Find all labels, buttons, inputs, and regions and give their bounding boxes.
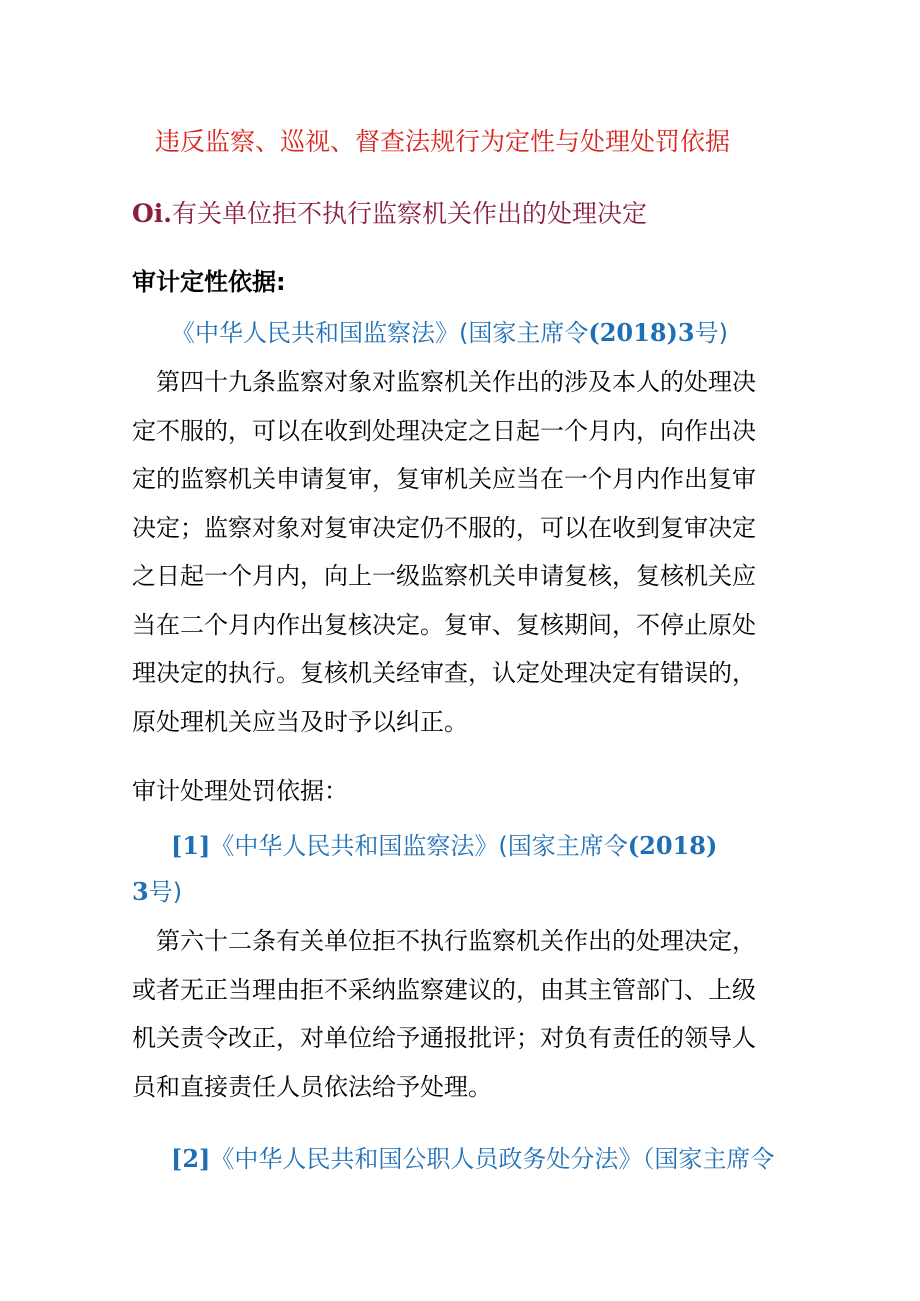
paragraph-line: 决定；监察对象对复审决定仍不服的，可以在收到复审决定 xyxy=(132,513,756,542)
qualification-law-suffix: 号) xyxy=(694,319,728,347)
qualification-article-paragraph xyxy=(132,358,782,746)
reference-law-name: 《中华人民共和国公职人员政务处分法》（国家主席令 xyxy=(210,1145,775,1173)
paragraph-line: 员和直接责任人员依法给予处理。 xyxy=(132,1072,492,1101)
reference-index: [1] xyxy=(171,831,211,860)
paragraph-line: 定的监察机关申请复审，复审机关应当在一个月内作出复审 xyxy=(132,465,756,493)
paragraph-line: 定不服的，可以在收到处理决定之日起一个月内，向作出决 xyxy=(132,416,756,445)
qualification-law-reference xyxy=(171,310,728,356)
paragraph-line: 原处理机关应当及时予以纠正。 xyxy=(132,707,468,736)
paragraph-line: 或者无正当理由拒不采纳监察建议的，由其主管部门、上级 xyxy=(132,975,756,1004)
section-number: Oi. xyxy=(132,199,172,228)
qualification-law-name: 《中华人民共和国监察法》(国家主席令 xyxy=(171,319,589,347)
penalty-article-paragraph xyxy=(132,917,782,1111)
document-title: 违反监察、巡视、督查法规行为定性与处理处罚依据 xyxy=(155,127,731,156)
paragraph-line: 机关责令改正，对单位给予通报批评；对负有责任的领导人 xyxy=(132,1024,756,1052)
reference-law-year: (2018) xyxy=(627,831,718,860)
penalty-law-reference-1 xyxy=(171,823,717,869)
section-heading-text: 有关单位拒不执行监察机关作出的处理决定 xyxy=(171,199,647,228)
paragraph-line: 第六十二条有关单位拒不执行监察机关作出的处理决定， xyxy=(156,927,756,955)
paragraph-line: 之日起一个月内，向上一级监察机关申请复核，复核机关应 xyxy=(132,562,756,590)
reference-law-name: 《中华人民共和国监察法》(国家主席令 xyxy=(210,832,628,860)
paragraph-line: 理决定的执行。复核机关经审查，认定处理决定有错误的， xyxy=(132,659,756,687)
paragraph-line: 当在二个月内作出复核决定。复审、复核期间，不停止原处 xyxy=(132,610,756,639)
section-heading xyxy=(132,194,872,234)
paragraph-line: 第四十九条监察对象对监察机关作出的涉及本人的处理决 xyxy=(156,368,756,396)
penalty-law-reference-2 xyxy=(171,1136,774,1182)
qualification-law-year: (2018)3 xyxy=(588,318,695,347)
penalty-label: 审计处理处罚依据： xyxy=(132,777,348,805)
reference-law-number: 3 xyxy=(132,877,149,906)
reference-index: [2] xyxy=(171,1144,211,1173)
penalty-law-reference-1-continued xyxy=(132,869,182,915)
qualification-label: 审计定性依据: xyxy=(132,268,286,296)
reference-law-suffix: 号) xyxy=(148,878,183,906)
